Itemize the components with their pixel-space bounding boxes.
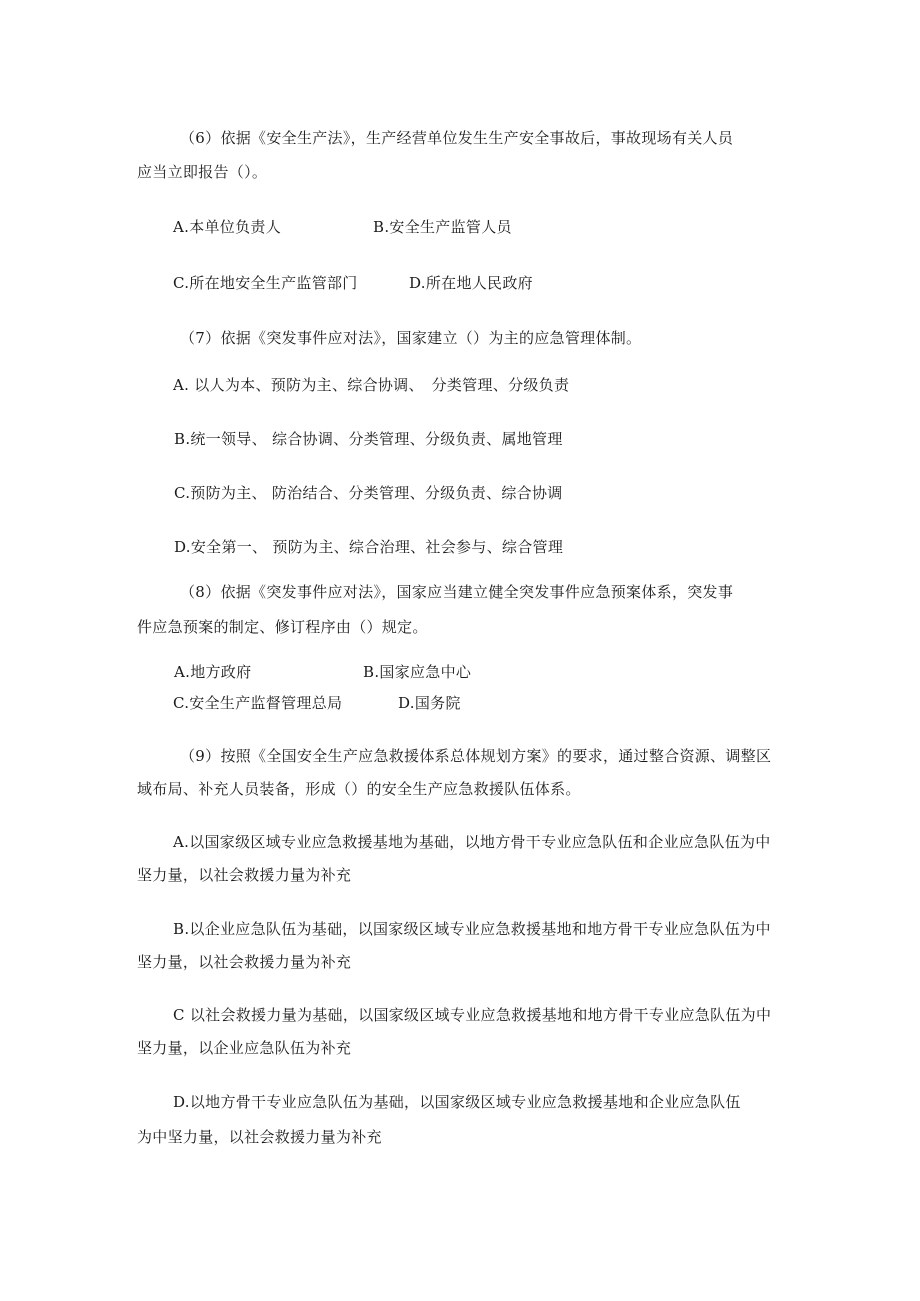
question-7-line-1: （7）依据《突发事件应对法》，国家建立（）为主的应急管理体制。 (180, 329, 642, 347)
question-9-option-c-line-1: C 以社会救援力量为基础，以国家级区域专业应急救援基地和地方骨干专业应急队伍为中 (173, 1006, 772, 1024)
question-7-option-d: D.安全第一、 预防为主、综合治理、社会参与、综合管理 (174, 538, 564, 556)
question-6-option-d: D.所在地人民政府 (409, 274, 533, 292)
question-9-option-b-line-1: B.以企业应急队伍为基础，以国家级区域专业应急救援基地和地方骨干专业应急队伍为中 (173, 920, 771, 938)
question-6-line-1: （6）依据《安全生产法》，生产经营单位发生生产安全事故后，事故现场有关人员 (180, 129, 734, 147)
question-6-option-c: C.所在地安全生产监管部门 (173, 274, 358, 292)
question-6-option-a: A.本单位负责人 (173, 218, 282, 236)
question-6-line-2: 应当立即报告（）。 (137, 163, 268, 181)
question-9-option-c-line-2: 坚力量，以企业应急队伍为补充 (137, 1039, 352, 1057)
question-9-option-b-line-2: 坚力量，以社会救援力量为补充 (137, 953, 352, 971)
question-7-option-c: C.预防为主、 防治结合、分类管理、分级负责、综合协调 (174, 484, 563, 502)
question-9-option-a-line-1: A.以国家级区域专业应急救援基地为基础，以地方骨干专业应急队伍和企业应急队伍为中 (173, 833, 771, 851)
question-9-line-2: 域布局、补充人员装备，形成（）的安全生产应急救援队伍体系。 (137, 780, 581, 798)
question-8-line-1: （8）依据《突发事件应对法》，国家应当建立健全突发事件应急预案体系，突发事 (180, 583, 734, 601)
question-7-option-b: B.统一领导、 综合协调、分类管理、分级负责、属地管理 (174, 430, 563, 448)
question-9-line-1: （9）按照《全国安全生产应急救援体系总体规划方案》的要求，通过整合资源、调整区 (180, 747, 772, 765)
question-9-option-a-line-2: 坚力量，以社会救援力量为补充 (137, 866, 352, 884)
question-7-option-a: A. 以人为本、预防为主、综合协调、 分类管理、分级负责 (173, 376, 570, 394)
question-9-option-d-line-2: 为中坚力量，以社会救援力量为补充 (137, 1128, 382, 1146)
question-8-option-c: C.安全生产监督管理总局 (173, 694, 343, 712)
question-8-option-a: A.地方政府 (174, 663, 252, 681)
question-6-option-b: B.安全生产监管人员 (373, 218, 512, 236)
question-8-option-d: D.国务院 (398, 694, 461, 712)
question-9-option-d-line-1: D.以地方骨干专业应急队伍为基础，以国家级区域专业应急救援基地和企业应急队伍 (173, 1093, 741, 1111)
question-8-option-b: B.国家应急中心 (363, 663, 472, 681)
question-8-line-2: 件应急预案的制定、修订程序由（）规定。 (137, 618, 428, 636)
